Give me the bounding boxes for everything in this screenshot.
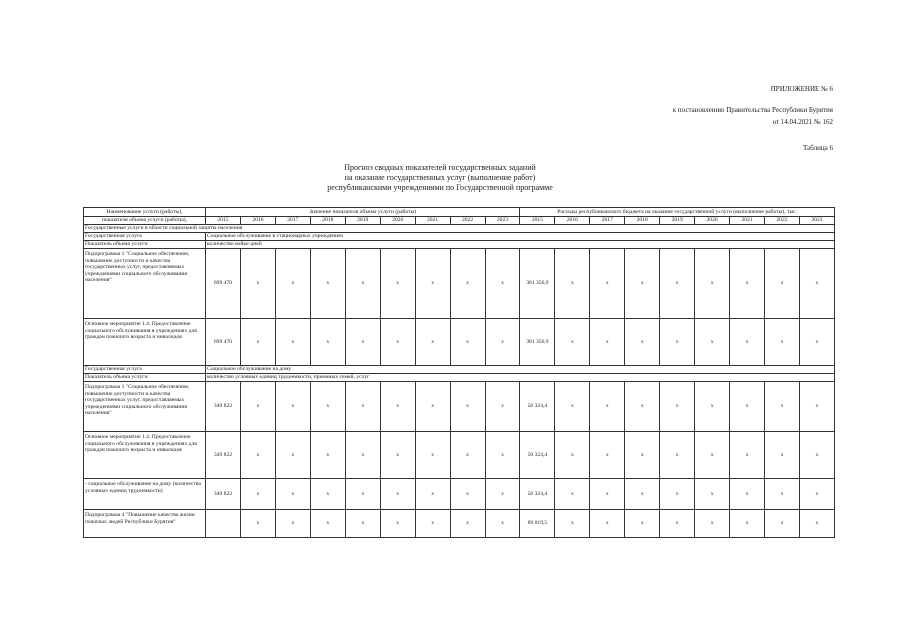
header-name-line2: показателя объема услуги (работы), (84, 217, 206, 225)
volume-value-cell: x (275, 382, 310, 432)
expense-value-cell: x (590, 510, 625, 538)
expense-year-header: 2019 (660, 217, 695, 225)
volume-year-header: 2022 (450, 217, 485, 225)
expense-value-cell: x (660, 319, 695, 366)
table-row (84, 249, 835, 319)
volume-value-cell: x (415, 432, 450, 479)
row-name: Основное мероприятие 1.4. Предоставление социального обслуживания в учреждениях для граждан пожилого возраста и инвалидов (84, 319, 206, 366)
expense-value-cell: x (765, 432, 800, 479)
section-row (84, 225, 835, 233)
header-volume-group: Значение показателя объема услуги (работы) (206, 208, 520, 217)
volume-value-cell: x (345, 510, 380, 538)
volume-value-cell: x (450, 479, 485, 510)
expense-value-cell: x (799, 432, 834, 479)
expense-value-cell: x (625, 432, 660, 479)
expense-value-cell: x (555, 382, 590, 432)
service-value: Социальное обслуживание на дому (206, 366, 835, 374)
expense-value-cell: 89 019,5 (520, 510, 555, 538)
volume-value-cell: x (345, 249, 380, 319)
volume-value-cell: x (485, 510, 520, 538)
decree-reference-line1: к постановлению Правительства Республики Бурятия (672, 106, 833, 114)
expense-value-cell: 50 324,4 (520, 479, 555, 510)
document-title (230, 163, 650, 193)
volume-value-cell: 349 822 (206, 382, 241, 432)
volume-value-cell: x (345, 382, 380, 432)
table-row (84, 319, 835, 366)
expense-value-cell: x (555, 479, 590, 510)
expense-value-cell: x (590, 432, 625, 479)
volume-year-header: 2021 (415, 217, 450, 225)
volume-year-header: 2016 (240, 217, 275, 225)
volume-value-cell: x (380, 382, 415, 432)
expense-value-cell: x (765, 479, 800, 510)
volume-value-cell: x (415, 382, 450, 432)
volume-value-cell: x (485, 249, 520, 319)
expense-value-cell: x (590, 319, 625, 366)
expense-value-cell: x (590, 249, 625, 319)
volume-value-cell: x (275, 510, 310, 538)
volume-value-cell: x (310, 319, 345, 366)
expense-value-cell: x (730, 382, 765, 432)
expense-value-cell: x (799, 382, 834, 432)
expense-value-cell: x (799, 510, 834, 538)
expense-value-cell: x (765, 249, 800, 319)
volume-value-cell: x (380, 432, 415, 479)
volume-value-cell: x (240, 510, 275, 538)
expense-value-cell: x (799, 479, 834, 510)
expense-value-cell: x (660, 382, 695, 432)
expense-value-cell: x (695, 479, 730, 510)
volume-value-cell: x (275, 432, 310, 479)
volume-value-cell: x (485, 432, 520, 479)
volume-value-cell (206, 510, 241, 538)
title-line-2: на оказание государственных услуг (выполнение работ) (344, 173, 536, 182)
expense-year-header: 2020 (695, 217, 730, 225)
expense-value-cell: x (765, 319, 800, 366)
volume-value-cell: x (345, 432, 380, 479)
expense-value-cell: x (730, 510, 765, 538)
expense-value-cell: x (555, 432, 590, 479)
volume-value-cell: x (485, 319, 520, 366)
indicator-value: количество условных единиц трудоемкости, приемных семей, услуг (206, 374, 835, 382)
expense-value-cell: x (555, 319, 590, 366)
volume-value-cell: 349 822 (206, 479, 241, 510)
volume-value-cell: x (450, 249, 485, 319)
table-row (84, 432, 835, 479)
volume-value-cell: x (310, 249, 345, 319)
volume-value-cell: x (450, 319, 485, 366)
expense-value-cell: x (730, 319, 765, 366)
table-row (84, 382, 835, 432)
expense-year-header: 2023 (799, 217, 834, 225)
volume-value-cell: x (450, 382, 485, 432)
expense-value-cell: x (695, 319, 730, 366)
row-name: Подпрограмма 1 "Социальное обеспечение, повышение доступности и качества государственных услуг, предоставляемых учреждениями социального обслуживания населения" (84, 249, 206, 319)
title-line-3: республиканскими учреждениями по Государственной программе (327, 183, 553, 192)
volume-value-cell: x (240, 479, 275, 510)
expense-value-cell: x (695, 382, 730, 432)
volume-value-cell: x (310, 479, 345, 510)
indicator-value: количество койко-дней (206, 241, 835, 249)
expense-year-header: 2021 (730, 217, 765, 225)
service-label: Государственная услуга (84, 233, 206, 241)
volume-value-cell: x (415, 249, 450, 319)
expense-value-cell: 381 356,9 (520, 319, 555, 366)
volume-value-cell: x (380, 479, 415, 510)
expense-value-cell: 50 324,4 (520, 382, 555, 432)
volume-value-cell: x (310, 510, 345, 538)
expense-value-cell: x (695, 432, 730, 479)
volume-value-cell: x (240, 432, 275, 479)
expense-value-cell: x (765, 510, 800, 538)
expense-value-cell: 381 356,9 (520, 249, 555, 319)
volume-value-cell: x (275, 479, 310, 510)
expense-year-header: 2016 (555, 217, 590, 225)
appendix-label: ПРИЛОЖЕНИЕ № 6 (770, 85, 833, 93)
expense-value-cell: x (660, 510, 695, 538)
row-name: Основное мероприятие 1.4. Предоставление социального обслуживания в учреждениях для граждан пожилого возраста и инвалидов (84, 432, 206, 479)
volume-value-cell: 699 470 (206, 319, 241, 366)
volume-year-header: 2020 (380, 217, 415, 225)
expense-value-cell: x (730, 479, 765, 510)
expense-value-cell: x (590, 479, 625, 510)
expense-value-cell: x (625, 479, 660, 510)
service-row (84, 366, 835, 374)
volume-value-cell: 349 822 (206, 432, 241, 479)
expense-value-cell: x (625, 510, 660, 538)
volume-year-header: 2018 (310, 217, 345, 225)
volume-value-cell: x (345, 319, 380, 366)
row-name: - социальное обслуживание на дому (количество условных единиц трудоемкости) (84, 479, 206, 510)
expense-year-header: 2017 (590, 217, 625, 225)
volume-value-cell: x (380, 319, 415, 366)
volume-value-cell: x (240, 319, 275, 366)
expense-value-cell: x (555, 510, 590, 538)
volume-value-cell: 699 470 (206, 249, 241, 319)
volume-year-header: 2023 (485, 217, 520, 225)
expense-value-cell: x (660, 249, 695, 319)
volume-value-cell: x (380, 510, 415, 538)
volume-value-cell: x (310, 382, 345, 432)
volume-value-cell: x (310, 432, 345, 479)
expense-value-cell: 50 324,4 (520, 432, 555, 479)
forecast-table-body (84, 208, 835, 538)
expense-value-cell: x (730, 432, 765, 479)
row-name: Подпрограмма 4 "Повышение качества жизни пожилых людей Республики Бурятия" (84, 510, 206, 538)
table-row (84, 510, 835, 538)
volume-value-cell: x (450, 510, 485, 538)
expense-value-cell: x (799, 249, 834, 319)
volume-value-cell: x (240, 249, 275, 319)
forecast-table (83, 207, 835, 538)
indicator-row (84, 374, 835, 382)
expense-value-cell: x (765, 382, 800, 432)
volume-value-cell: x (380, 249, 415, 319)
volume-value-cell: x (415, 319, 450, 366)
expense-value-cell: x (660, 432, 695, 479)
service-label: Государственная услуга (84, 366, 206, 374)
expense-value-cell: x (695, 249, 730, 319)
volume-year-header: 2019 (345, 217, 380, 225)
service-row (84, 233, 835, 241)
volume-value-cell: x (485, 479, 520, 510)
volume-value-cell: x (415, 510, 450, 538)
section-title: Государственные услуги в области социальной защиты населения (84, 225, 835, 233)
expense-value-cell: x (660, 479, 695, 510)
table-header-row (84, 208, 835, 217)
volume-value-cell: x (275, 249, 310, 319)
volume-value-cell: x (415, 479, 450, 510)
expense-year-header: 2015 (520, 217, 555, 225)
volume-value-cell: x (485, 382, 520, 432)
indicator-row (84, 241, 835, 249)
volume-year-header: 2017 (275, 217, 310, 225)
indicator-label: Показатель объема услуги (84, 374, 206, 382)
expense-value-cell: x (555, 249, 590, 319)
expense-value-cell: x (730, 249, 765, 319)
expense-value-cell: x (695, 510, 730, 538)
table-number: Таблица 6 (803, 144, 833, 152)
volume-value-cell: x (240, 382, 275, 432)
indicator-label: Показатель объема услуги (84, 241, 206, 249)
volume-value-cell: x (450, 432, 485, 479)
table-row (84, 479, 835, 510)
decree-reference-line2: от 14.04.2021 № 162 (772, 118, 833, 126)
expense-value-cell: x (625, 382, 660, 432)
expense-value-cell: x (590, 382, 625, 432)
header-name-line1: Наименование услуги (работы), (84, 208, 206, 217)
expense-value-cell: x (799, 319, 834, 366)
title-line-1: Прогноз сводных показателей государственных заданий (344, 163, 536, 172)
row-name: Подпрограмма 1 "Социальное обеспечение, повышение доступности и качества государственных услуг, предоставляемых учреждениями социального обслуживания населения" (84, 382, 206, 432)
expense-value-cell: x (625, 319, 660, 366)
expense-year-header: 2018 (625, 217, 660, 225)
expense-value-cell: x (625, 249, 660, 319)
volume-value-cell: x (275, 319, 310, 366)
volume-year-header: 2015 (206, 217, 241, 225)
header-expense-group: Расходы республиканского бюджета на оказание государственной услуги (выполнение работы), тыс. (520, 208, 835, 217)
expense-year-header: 2022 (765, 217, 800, 225)
service-value: Социальное обслуживание в стационарных учреждениях (206, 233, 835, 241)
table-header-years-row (84, 217, 835, 225)
volume-value-cell: x (345, 479, 380, 510)
